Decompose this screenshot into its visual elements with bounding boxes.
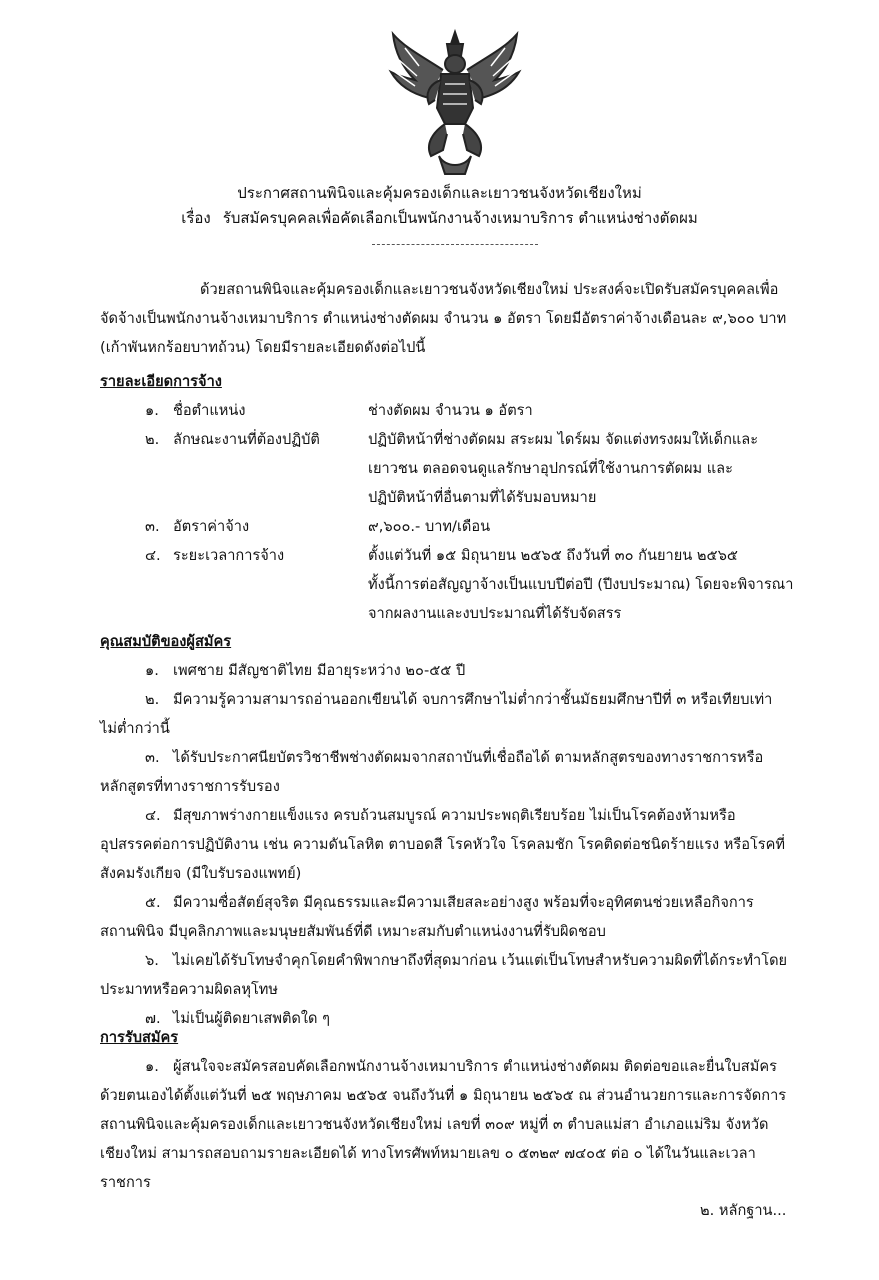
detail-label: ชื่อตำแหน่ง xyxy=(173,402,246,419)
item-text-continued: สถานพินิจ มีบุคลิกภาพและมนุษยสัมพันธ์ที่ดี เหมาะสมกับตำแหน่งงานที่รับผิดชอบ xyxy=(100,923,606,940)
detail-value-line: เยาวชน ตลอดจนดูแลรักษาอุปกรณ์ที่ใช้งานการตัดผม และ xyxy=(368,460,733,477)
item-text-continued: ไม่ต่ำกว่านี้ xyxy=(100,720,170,737)
detail-row xyxy=(145,425,793,512)
item-text: มีความซื่อสัตย์สุจริต มีคุณธรรมและมีความเสียสละอย่างสูง พร้อมที่จะอุทิศตนช่วยเหลือกิจการ xyxy=(173,894,754,911)
item-text: มีสุขภาพร่างกายแข็งแรง ครบถ้วนสมบูรณ์ ความประพฤติเรียบร้อย ไม่เป็นโรคต้องห้ามหรือ xyxy=(173,807,736,824)
employment-heading: รายละเอียดการจ้าง xyxy=(100,373,222,390)
item-text-continued: ประมาทหรือความผิดลหุโทษ xyxy=(100,981,279,998)
qualification-item xyxy=(100,656,787,685)
detail-number: ๓. xyxy=(145,518,160,535)
item-number: ๖. xyxy=(145,952,159,969)
item-text-continued: สถานพินิจและคุ้มครองเด็กและเยาวชนจังหวัดเชียงใหม่ เลขที่ ๓๐๙ หมู่ที่ ๓ ตำบลแม่สา อำเภอแม่ริม จังหวัด xyxy=(100,1116,769,1133)
item-text: ไม่เป็นผู้ติดยาเสพติดใด ๆ xyxy=(173,1010,330,1027)
item-number: ๑. xyxy=(145,1058,159,1075)
item-number: ๑. xyxy=(145,662,159,679)
divider xyxy=(372,244,538,245)
detail-value-line: ๙,๖๐๐.- บาท/เดือน xyxy=(368,518,491,535)
qualification-item xyxy=(100,743,787,772)
application-item xyxy=(100,1052,786,1081)
item-text: เพศชาย มีสัญชาติไทย มีอายุระหว่าง ๒๐-๕๕ ปี xyxy=(173,662,466,679)
detail-value xyxy=(368,541,793,628)
detail-row xyxy=(145,541,793,628)
continuation-note: ๒. หลักฐาน... xyxy=(700,1202,787,1219)
detail-number: ๔. xyxy=(145,547,161,564)
announcement-subject xyxy=(0,208,879,228)
detail-value-line: ปฏิบัติหน้าที่ช่างตัดผม สระผม ไดร์ผม จัดแต่งทรงผมให้เด็กและ xyxy=(368,431,759,448)
item-text: ไม่เคยได้รับโทษจำคุกโดยคำพิพากษาถึงที่สุดมาก่อน เว้นแต่เป็นโทษสำหรับความผิดที่ได้กระทำโดย xyxy=(173,952,788,969)
qualification-item xyxy=(100,685,787,714)
detail-label: อัตราค่าจ้าง xyxy=(173,518,250,535)
item-number: ๔. xyxy=(145,807,161,824)
detail-row xyxy=(145,396,793,425)
detail-value xyxy=(368,396,533,425)
item-number: ๓. xyxy=(145,749,160,766)
detail-value xyxy=(368,425,758,512)
qualification-item xyxy=(100,946,787,975)
item-number: ๒. xyxy=(145,691,160,708)
intro-line: จัดจ้างเป็นพนักงานจ้างเหมาบริการ ตำแหน่งช่างตัดผม จำนวน ๑ อัตรา โดยมีอัตราค่าจ้างเดือนละ ๙,๖๐๐ บาท xyxy=(100,310,787,327)
item-text-continued: ด้วยตนเองได้ตั้งแต่วันที่ ๒๕ พฤษภาคม ๒๕๖๕ จนถึงวันที่ ๑ มิถุนายน ๒๕๖๕ ณ ส่วนอำนวยการและการจัดการ xyxy=(100,1087,787,1104)
item-number: ๗. xyxy=(145,1010,161,1027)
garuda-emblem-icon xyxy=(385,28,525,178)
item-text-continued: อุปสรรคต่อการปฏิบัติงาน เช่น ความดันโลหิต ตาบอดสี โรคหัวใจ โรคลมชัก โรคติดต่อชนิดร้ายแรง หรือโรคที่ xyxy=(100,836,786,853)
detail-value xyxy=(368,512,490,541)
intro-line: (เก้าพันหกร้อยบาทถ้วน) โดยมีรายละเอียดดังต่อไปนี้ xyxy=(100,339,426,356)
detail-number: ๑. xyxy=(145,402,159,419)
qualifications-heading: คุณสมบัติของผู้สมัคร xyxy=(100,633,232,650)
item-text-continued: สังคมรังเกียจ (มีใบรับรองแพทย์) xyxy=(100,865,302,882)
item-text: มีความรู้ความสามารถอ่านออกเขียนได้ จบการศึกษาไม่ต่ำกว่าชั้นมัธยมศึกษาปีที่ ๓ หรือเทียบเท่า xyxy=(173,691,773,708)
qualifications-section xyxy=(100,627,787,1033)
detail-row xyxy=(145,512,793,541)
application-section xyxy=(100,1023,786,1197)
detail-label: ระยะเวลาการจ้าง xyxy=(173,547,285,564)
application-heading: การรับสมัคร xyxy=(100,1029,179,1046)
subject-text: รับสมัครบุคคลเพื่อคัดเลือกเป็นพนักงานจ้างเหมาบริการ ตำแหน่งช่างตัดผม xyxy=(222,209,698,227)
qualification-item xyxy=(100,888,787,917)
detail-value-line: ปฏิบัติหน้าที่อื่นตามที่ได้รับมอบหมาย xyxy=(368,489,597,506)
intro-paragraph xyxy=(100,275,786,362)
detail-value-line: ช่างตัดผม จำนวน ๑ อัตรา xyxy=(368,402,533,419)
intro-line: ด้วยสถานพินิจและคุ้มครองเด็กและเยาวชนจังหวัดเชียงใหม่ ประสงค์จะเปิดรับสมัครบุคคลเพื่อ xyxy=(200,281,779,298)
detail-value-line: จากผลงานและงบประมาณที่ได้รับจัดสรร xyxy=(368,605,622,622)
item-text-continued: เชียงใหม่ สามารถสอบถามรายละเอียดได้ ทางโทรศัพท์หมายเลข ๐ ๕๓๒๙ ๗๔๐๕ ต่อ ๐ ได้ในวันและเวลา xyxy=(100,1145,756,1162)
item-text-continued: ราชการ xyxy=(100,1174,151,1191)
subject-label: เรื่อง xyxy=(181,209,211,227)
employment-details xyxy=(145,396,793,628)
detail-label: ลักษณะงานที่ต้องปฏิบัติ xyxy=(173,431,320,448)
announcement-title: ประกาศสถานพินิจและคุ้มครองเด็กและเยาวชนจังหวัดเชียงใหม่ xyxy=(237,184,642,202)
detail-value-line: ทั้งนี้การต่อสัญญาจ้างเป็นแบบปีต่อปี (ปีงบประมาณ) โดยจะพิจารณา xyxy=(368,576,794,593)
qualification-item xyxy=(100,801,787,830)
item-text: ได้รับประกาศนียบัตรวิชาชีพช่างตัดผมจากสถาบันที่เชื่อถือได้ ตามหลักสูตรของทางราชการหรือ xyxy=(173,749,764,766)
item-number: ๕. xyxy=(145,894,161,911)
item-text: ผู้สนใจจะสมัครสอบคัดเลือกพนักงานจ้างเหมาบริการ ตำแหน่งช่างตัดผม ติดต่อขอและยื่นใบสมัคร xyxy=(173,1058,777,1075)
detail-value-line: ตั้งแต่วันที่ ๑๕ มิถุนายน ๒๕๖๕ ถึงวันที่ ๓๐ กันยายน ๒๕๖๕ xyxy=(368,547,738,564)
item-text-continued: หลักสูตรที่ทางราชการรับรอง xyxy=(100,778,280,795)
detail-number: ๒. xyxy=(145,431,160,448)
